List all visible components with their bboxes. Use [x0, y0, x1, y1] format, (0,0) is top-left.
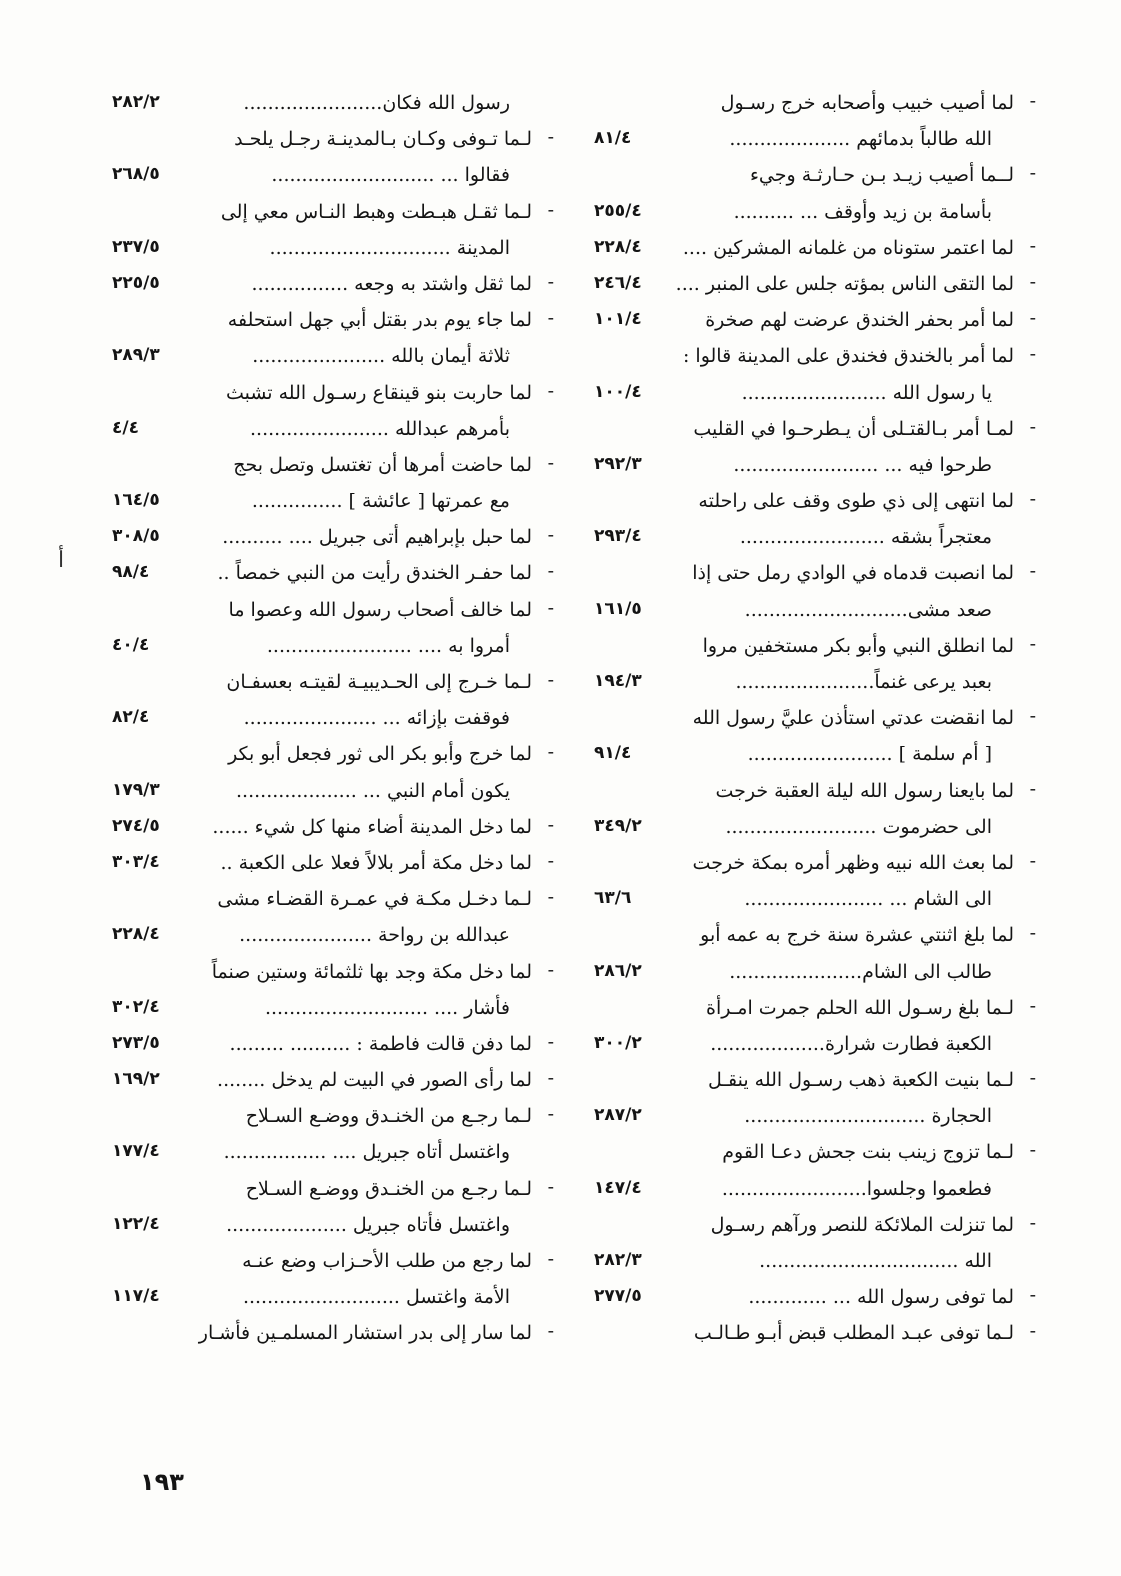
entry-text: لما دخل مكة وجد بها ثلثمائة وستين صنماً [211, 960, 532, 983]
entry-reference: ٤٠/٤ [112, 634, 150, 655]
index-line [112, 629, 532, 665]
entry-dash: - [547, 596, 554, 619]
entry-text: لمـا أمر بـالقتـلى أن يـطرحـوا في القليب [693, 417, 1014, 440]
entry-text: بأسامة بن زيد وأوقف ... .......... [733, 200, 992, 223]
entry-text: لما سار إلى بدر استشار المسلمـين فأشـار [198, 1322, 532, 1345]
entry-text: لـما دخـل مكـة في عمـرة القضـاء مشى [217, 888, 532, 911]
entry-reference: ٨٢/٤ [112, 707, 150, 728]
entry-text: لــما أصيب زيـد بـن حـارثـة وجيء [749, 164, 1014, 187]
entry-reference: ٢٣٧/٥ [112, 236, 160, 257]
index-line [112, 882, 554, 918]
entry-text: معتجراً بشقه ........................ [739, 526, 992, 549]
entry-dash: - [547, 1067, 554, 1090]
entry-reference: ٦٣/٦ [594, 888, 632, 909]
index-line [594, 774, 1036, 810]
entry-reference: ١٦٩/٢ [112, 1069, 160, 1090]
index-line [594, 122, 1014, 158]
entry-text: مع عمرتها [ عائشة ] ............... [251, 490, 510, 513]
entry-text: عبدالله بن رواحة ...................... [239, 924, 510, 947]
right-column [594, 86, 1036, 1353]
entry-text: لما حفـر الخندق رأيت من النبي خمصاً .. [217, 562, 532, 585]
entry-reference: ٩٨/٤ [112, 562, 150, 583]
entry-dash: - [1029, 307, 1036, 330]
index-line [594, 303, 1036, 339]
entry-dash: - [1029, 922, 1036, 945]
entry-text: لما انطلق النبي وأبو بكر مستخفين مروا [702, 634, 1014, 657]
entry-text: لما التقى الناس بمؤته جلس على المنبر .... [675, 272, 1014, 295]
entry-dash: - [547, 307, 554, 330]
index-line [112, 520, 554, 556]
entry-text: لما حاربت بنو قينقاع رسـول الله تشبث [225, 381, 532, 404]
entry-text: المدينة .............................. [269, 236, 510, 259]
entry-dash: - [547, 379, 554, 402]
entry-text: لما أمر بحفر الخندق عرضت لهم صخرة [705, 309, 1014, 332]
index-line [112, 195, 554, 231]
index-line [112, 339, 532, 375]
index-line [594, 158, 1036, 194]
entry-text: لما جاء يوم بدر بقتل أبي جهل استحلفه [227, 309, 532, 332]
entry-reference: ٢٩٣/٤ [594, 526, 642, 547]
index-line [112, 1244, 554, 1280]
index-line [112, 955, 554, 991]
entry-reference: ٢٨٢/٢ [112, 92, 160, 112]
entry-text: يا رسول الله ........................ [741, 381, 992, 404]
index-line [594, 195, 1014, 231]
entry-reference: ٢٦٨/٥ [112, 164, 160, 185]
entry-reference: ١١٧/٤ [112, 1286, 160, 1307]
index-line [112, 122, 554, 158]
entry-reference: ١٩٤/٣ [594, 671, 642, 691]
index-line [112, 665, 554, 701]
entry-text: لما بلغ اثنتي عشرة سنة خرج به عمه أبو [700, 924, 1014, 947]
entry-dash: - [547, 1248, 554, 1270]
index-line [594, 1280, 1036, 1316]
entry-text: لما خرج وأبو بكر الى ثور فجعل أبو بكر [228, 743, 532, 766]
entry-dash: - [547, 1320, 554, 1343]
entry-text: لما انصبت قدماه في الوادي رمل حتى إذا [692, 562, 1014, 585]
entry-text: يكون أمام النبي ... .................... [236, 779, 510, 802]
entry-text: لما أصيب خبيب وأصحابه خرج رسـول [720, 92, 1014, 114]
entry-reference: ١٢٢/٤ [112, 1213, 160, 1234]
index-line [112, 376, 554, 412]
index-line [594, 918, 1036, 954]
entry-text: الأمة واغتسل .......................... [242, 1286, 510, 1309]
index-line [112, 991, 532, 1027]
index-line [594, 86, 1036, 122]
entry-text: لـما رجـع من الخنـدق ووضـع السـلاح [245, 1177, 532, 1200]
entry-text: لـما بنيت الكعبة ذهب رسـول الله ينقـل [708, 1069, 1014, 1092]
entry-dash: - [1029, 560, 1036, 583]
entry-reference: ١٦٤/٥ [112, 490, 160, 511]
entry-reference: ٤/٤ [112, 417, 139, 438]
entry-reference: ١٧٩/٣ [112, 779, 160, 800]
index-line [112, 1135, 532, 1171]
entry-reference: ٢٨٩/٣ [112, 345, 160, 366]
entry-text: صعد مشى........................... [744, 598, 992, 621]
entry-text: لـما تزوج زينب بنت جحش دعـا القوم [722, 1141, 1014, 1164]
index-line [594, 412, 1036, 448]
entry-reference: ٢٥٥/٤ [594, 200, 642, 221]
entry-reference: ٢٧٣/٥ [112, 1032, 160, 1053]
entry-dash: - [547, 126, 554, 149]
entry-dash: - [547, 849, 554, 872]
index-line [594, 448, 1014, 484]
entry-reference: ١٤٧/٤ [594, 1177, 642, 1198]
entry-text: طرحوا فيه ... ........................ [733, 453, 992, 476]
entry-dash: - [1029, 488, 1036, 511]
entry-dash: - [1029, 1139, 1036, 1162]
index-line [594, 955, 1014, 991]
entry-text: فوقفت بإزائه ... ...................... [243, 707, 510, 730]
entry-dash: - [1029, 777, 1036, 800]
entry-text: لما رجع من طلب الأحـزاب وضع عنـه [242, 1250, 532, 1272]
index-line [112, 267, 554, 303]
index-line [594, 882, 1014, 918]
entry-dash: - [547, 1103, 554, 1126]
entry-dash: - [1029, 90, 1036, 112]
index-line [112, 231, 532, 267]
entry-text: لـما توفى عبـد المطلب قبض أبـو طـالـب [693, 1322, 1014, 1345]
entry-text: لـما خـرج إلى الحـديبيـة لقيتـه بعسفـان [226, 671, 532, 693]
entry-dash: - [1029, 1320, 1036, 1343]
entry-text: لما خالف أصحاب رسول الله وعصوا ما [228, 598, 532, 621]
index-line [594, 629, 1036, 665]
entry-text: لما انتهى إلى ذي طوى وقف على راحلته [698, 490, 1014, 513]
index-line [594, 339, 1036, 375]
entry-reference: ٩١/٤ [594, 743, 632, 764]
entry-reference: ١٠١/٤ [594, 309, 642, 330]
index-line [112, 86, 532, 122]
entry-reference: ١٧٧/٤ [112, 1141, 160, 1162]
index-line [594, 484, 1036, 520]
entry-reference: ٢٩٢/٣ [594, 453, 642, 474]
entry-dash: - [1029, 1284, 1036, 1307]
entry-text: لما بعث الله نبيه وظهر أمره بمكة خرجت [692, 851, 1014, 874]
index-line [112, 1172, 554, 1208]
entry-text: الله ................................. [759, 1250, 992, 1272]
entry-text: لـما بلغ رسـول الله الحلم جمرت امـرأة [706, 996, 1014, 1019]
index-line [112, 810, 554, 846]
index-line [594, 810, 1014, 846]
index-line [594, 1099, 1014, 1135]
index-line [594, 1316, 1036, 1352]
entry-text: لما توفى رسول الله ... ............. [748, 1286, 1014, 1309]
entry-dash: - [547, 524, 554, 547]
entry-reference: ٨١/٤ [594, 128, 632, 149]
index-line [112, 556, 554, 592]
index-line [112, 774, 532, 810]
entry-dash: - [547, 1030, 554, 1053]
entry-text: الله طالباً بدمائهم .................... [729, 128, 992, 151]
entry-dash: - [547, 669, 554, 691]
entry-text: أمروا به .... ........................ [266, 634, 510, 657]
index-line [112, 303, 554, 339]
entry-text: فأشار .... ........................... [264, 996, 510, 1019]
entry-text: لما دخل مكة أمر بلالاً فعلا على الكعبة .. [220, 851, 532, 874]
entry-text: الى الشام ... ....................... [744, 888, 992, 911]
entry-reference: ٢٢٨/٤ [594, 236, 642, 257]
entry-text: واغتسل أتاه جبريل .... ................. [223, 1141, 510, 1164]
entry-dash: - [1029, 705, 1036, 728]
index-line [594, 1063, 1036, 1099]
entry-text: الكعبة فطارت شرارة................... [710, 1032, 992, 1055]
index-line [594, 231, 1036, 267]
entry-dash: - [1029, 849, 1036, 872]
index-line [594, 593, 1014, 629]
entry-text: فقالوا ... ........................... [271, 164, 510, 187]
entry-text: فطعموا وجلسوا........................ [721, 1177, 992, 1200]
index-line [112, 846, 554, 882]
index-line [594, 1135, 1036, 1171]
entry-reference: ٢٧٤/٥ [112, 815, 160, 836]
entry-text: لما ثقل واشتد به وجعه ................ [251, 272, 532, 295]
entry-dash: - [547, 270, 554, 293]
entry-reference: ٢٨٢/٣ [594, 1250, 642, 1270]
left-column [112, 86, 554, 1353]
entry-text: لما اعتمر ستوناه من غلمانه المشركين .... [682, 236, 1014, 259]
entry-dash: - [1029, 994, 1036, 1017]
index-line [112, 1316, 554, 1352]
entry-dash: - [1029, 270, 1036, 293]
entry-text: الحجارة .............................. [744, 1105, 992, 1128]
index-line [594, 737, 1014, 773]
index-line [594, 1244, 1014, 1280]
index-line [594, 701, 1036, 737]
entry-dash: - [1029, 234, 1036, 257]
entry-dash: - [1029, 162, 1036, 185]
entry-reference: ٣٤٩/٢ [594, 815, 642, 836]
margin-mark: أ [58, 548, 65, 573]
entry-dash: - [1029, 343, 1036, 366]
entry-dash: - [1029, 1067, 1036, 1090]
index-line [594, 1172, 1014, 1208]
index-line [112, 1063, 554, 1099]
index-line [112, 1099, 554, 1135]
entry-text: لما تنزلت الملائكة للنصر ورآهم رسـول [710, 1213, 1014, 1236]
index-line [594, 376, 1014, 412]
entry-text: رسول الله فكان....................... [243, 92, 510, 114]
index-line [112, 1027, 554, 1063]
entry-reference: ٢٧٧/٥ [594, 1286, 642, 1307]
index-line [112, 484, 532, 520]
index-line [594, 665, 1014, 701]
entry-text: لما حاضت أمرها أن تغتسل وتصل بحج [233, 453, 532, 476]
entry-reference: ٢٨٦/٢ [594, 960, 642, 981]
index-line [594, 846, 1036, 882]
entry-text: بعبد يرعى غنماً....................... [735, 671, 992, 693]
entry-text: لـما ثقـل هبـطت وهبط النـاس معي إلى [220, 200, 532, 223]
entry-text: لما بايعنا رسول الله ليلة العقبة خرجت [715, 779, 1014, 802]
entry-reference: ٣٠٣/٤ [112, 851, 160, 872]
index-line [112, 158, 532, 194]
entry-text: لـما تـوفى وكـان بـالمدينـة رجـل يلحـد [234, 128, 532, 151]
index-line [112, 1280, 532, 1316]
entry-dash: - [1029, 1211, 1036, 1234]
index-line [112, 701, 532, 737]
entry-reference: ٣٠٨/٥ [112, 526, 160, 547]
entry-reference: ٢٨٧/٢ [594, 1105, 642, 1126]
entry-reference: ٢٢٨/٤ [112, 924, 160, 945]
entry-dash: - [547, 741, 554, 764]
entry-dash: - [1029, 632, 1036, 655]
entry-dash: - [1029, 415, 1036, 438]
entry-dash: - [547, 560, 554, 583]
entry-text: طالب الى الشام...................... [729, 960, 992, 983]
index-line [594, 556, 1036, 592]
entry-dash: - [547, 886, 554, 909]
entry-reference: ٣٠٢/٤ [112, 996, 160, 1017]
index-line [594, 1208, 1036, 1244]
index-line [112, 918, 532, 954]
page-number: ١٩٣ [140, 1468, 184, 1496]
entry-dash: - [547, 1175, 554, 1198]
entry-dash: - [547, 451, 554, 474]
index-line [594, 267, 1036, 303]
entry-text: لما رأى الصور في البيت لم يدخل ........ [217, 1069, 532, 1092]
index-line [112, 737, 554, 773]
entry-reference: ٢٢٥/٥ [112, 272, 160, 293]
index-line [594, 520, 1014, 556]
entry-text: لـما رجـع من الخنـدق ووضـع السـلاح [245, 1105, 532, 1128]
index-line [112, 1208, 532, 1244]
entry-text: الى حضرموت ......................... [725, 815, 992, 838]
index-line [112, 593, 554, 629]
entry-text: لما انقضت عدتي استأذن عليَّ رسول الله [692, 707, 1014, 730]
entry-reference: ١٠٠/٤ [594, 381, 642, 402]
entry-reference: ٢٤٦/٤ [594, 272, 642, 293]
entry-text: بأمرهم عبدالله ....................... [250, 417, 510, 440]
index-line [594, 1027, 1014, 1063]
entry-text: لما دخل المدينة أضاء منها كل شيء ...... [212, 815, 532, 838]
entry-text: لما دفن قالت فاطمة : .......... ......... [229, 1032, 532, 1055]
entry-dash: - [547, 958, 554, 981]
entry-text: لما أمر بالخندق فخندق على المدينة قالوا : [682, 345, 1014, 368]
entry-text: ثلاثة أيمان بالله ...................... [252, 345, 510, 368]
entry-reference: ١٦١/٥ [594, 598, 642, 619]
entry-reference: ٣٠٠/٢ [594, 1032, 642, 1053]
index-line [594, 991, 1036, 1027]
entry-text: لما حبل بإبراهيم أتى جبريل .... .......... [222, 526, 532, 549]
entry-dash: - [547, 813, 554, 836]
index-line [112, 448, 554, 484]
entry-text: واغتسل فأتاه جبريل .................... [226, 1213, 510, 1236]
entry-dash: - [547, 198, 554, 221]
entry-text: [ أم سلمة ] ........................ [747, 743, 992, 766]
index-line [112, 412, 532, 448]
